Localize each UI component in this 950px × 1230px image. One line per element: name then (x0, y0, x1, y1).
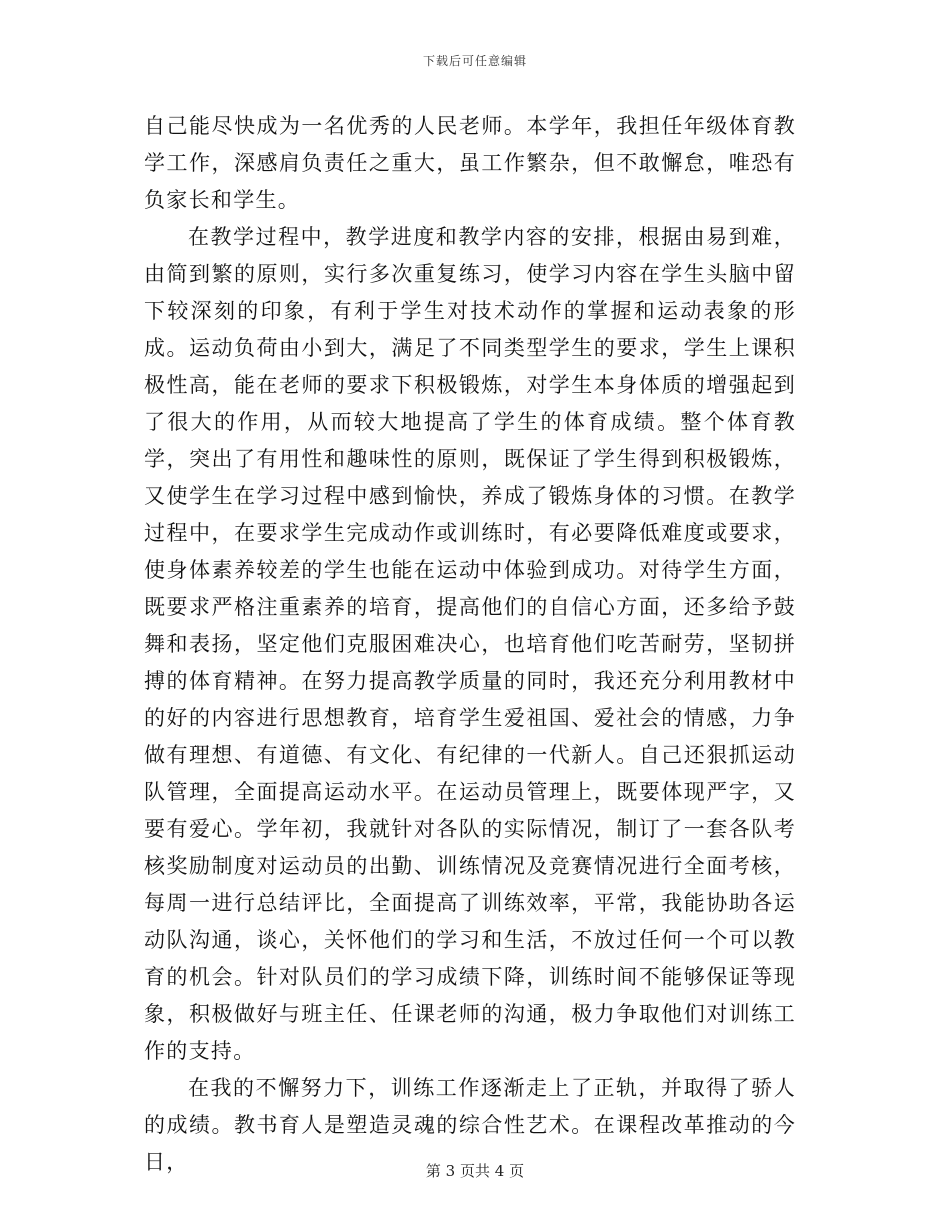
page-header: 下载后可任意编辑 (422, 54, 527, 68)
body-paragraph-1: 自己能尽快成为一名优秀的人民老师。本学年，我担任年级体育教学工作，深感肩负责任之重大，虽工作繁杂，但不敢懈怠，唯恐有负家长和学生。 (144, 114, 796, 212)
body-paragraph-3: 在我的不懈努力下，训练工作逐渐走上了正轨，并取得了骄人的成绩。教书育人是塑造灵魂的综合性艺术。在课程改革推动的今日， (144, 1076, 796, 1174)
document-body (144, 108, 796, 1181)
body-paragraph-2: 在教学过程中，教学进度和教学内容的安排，根据由易到难，由简到繁的原则，实行多次重复练习，使学习内容在学生头脑中留下较深刻的印象，有利于学生对技术动作的掌握和运动表象的形成。运动负荷由小到大，满足了不同类型学生的要求，学生上课积极性高，能在老师的要求下积极锻炼，对学生本身体质的增强起到了很大的作用，从而较大地提高了学生的体育成绩。整个体育教学，突出了有用性和趣味性的原则，既保证了学生得到积极锻炼，又使学生在学习过程中感到愉快，养成了锻炼身体的习惯。在教学过程中，在要求学生完成动作或训练时，有必要降低难度或要求，使身体素养较差的学生也能在运动中体验到成功。对待学生方面，既要求严格注重素养的培育，提高他们的自信心方面，还多给予鼓舞和表扬，坚定他们克服困难决心，也培育他们吃苦耐劳，坚韧拼搏的体育精神。在努力提高教学质量的同时，我还充分利用教材中的好的内容进行思想教育，培育学生爱祖国、爱社会的情感，力争做有理想、有道德、有文化、有纪律的一代新人。自己还狠抓运动队管理，全面提高运动水平。在运动员管理上，既要体现严字，又要有爱心。学年初，我就针对各队的实际情况，制订了一套各队考核奖励制度对运动员的出勤、训练情况及竞赛情况进行全面考核，每周一进行总结评比，全面提高了训练效率，平常，我能协助各运动队沟通，谈心，关怀他们的学习和生活，不放过任何一个可以教育的机会。针对队员们的学习成绩下降，训练时间不能够保证等现象，积极做好与班主任、任课老师的沟通，极力争取他们对训练工作的支持。 (144, 225, 796, 1063)
page-number: 第 3 页共 4 页 (425, 1162, 525, 1180)
